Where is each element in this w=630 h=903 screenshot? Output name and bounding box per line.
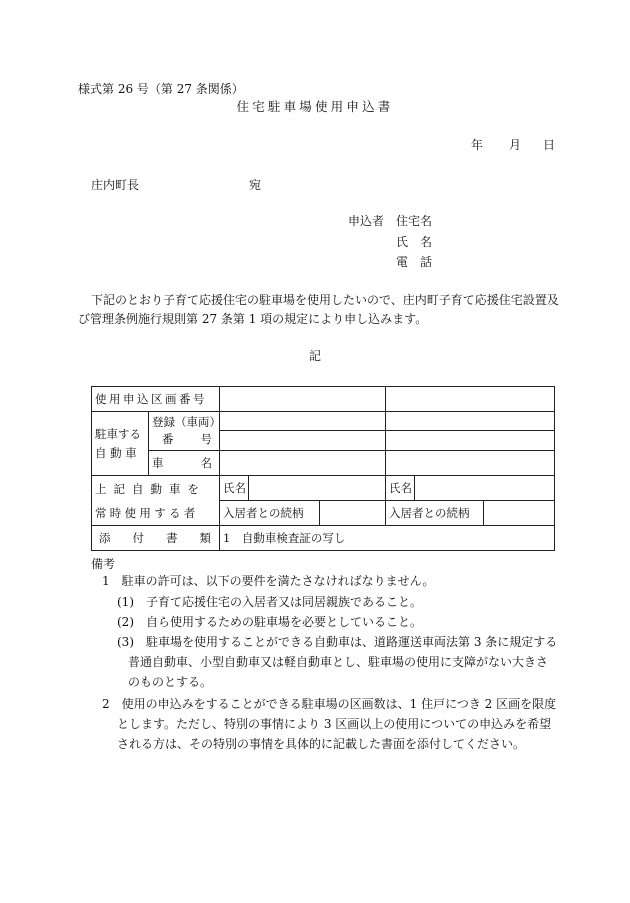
notes-heading: 備考 xyxy=(91,557,116,571)
attachments-value: 1 自動車検査証の写し xyxy=(220,526,555,551)
applicant-name-label-1: 氏 xyxy=(396,235,409,249)
user2-relation-label: 入居者との続柄 xyxy=(389,501,484,525)
table-row xyxy=(92,526,555,551)
table-row xyxy=(92,451,555,476)
car-label: 駐車する 自 動 車 xyxy=(92,412,149,476)
user1-name-label: 氏名 xyxy=(220,476,249,501)
note-line-7: 2 使用の申込みをすることができる駐車場の区画数は、1 住戸につき 2 区画を限度 xyxy=(102,697,557,711)
ki-marker: 記 xyxy=(308,349,321,363)
body-text-line-2: び管理条例施行規則第 27 条第 1 項の規定により申し込みます。 xyxy=(78,312,428,326)
car-name-field-2[interactable] xyxy=(386,451,555,476)
addressee-honorific: 宛 xyxy=(249,178,262,192)
date-year-label: 年 xyxy=(471,138,484,152)
table-row xyxy=(92,476,555,501)
regular-user-label: 上記自動車を 常時使用する者 xyxy=(92,476,220,526)
section-number-field[interactable] xyxy=(220,387,386,412)
applicant-address-label: 住宅名 xyxy=(396,214,433,228)
note-line-2: (1) 子育て応援住宅の入居者又は同居親族であること。 xyxy=(117,595,423,609)
note-line-3: (2) 自ら使用するための駐車場を必要としていること。 xyxy=(117,615,423,629)
body-text-line-1: 下記のとおり子育て応援住宅の駐車場を使用したいので、庄内町子育て応援住宅設置及 xyxy=(91,293,559,307)
note-line-4: (3) 駐車場を使用することができる自動車は、道路運送車両法第 3 条に規定する xyxy=(117,635,558,649)
applicant-phone-label-2: 話 xyxy=(420,255,433,269)
registration-number-field-lower-2[interactable] xyxy=(386,430,555,450)
applicant-label: 申込者 xyxy=(348,214,385,228)
registration-number-label: 登録（車両） 番 号 xyxy=(149,412,220,451)
car-name-label: 車 名 xyxy=(149,451,220,476)
table-row xyxy=(92,387,555,412)
applicant-name-label-2: 名 xyxy=(420,235,433,249)
note-line-1: 1 駐車の許可は、以下の要件を満たさなければなりません。 xyxy=(102,574,435,588)
form-title: 住宅駐車場使用申込書 xyxy=(236,99,394,114)
registration-number-field-lower[interactable] xyxy=(220,430,386,450)
section-number-field-2[interactable] xyxy=(386,387,555,412)
application-table xyxy=(91,386,555,551)
applicant-phone-label-1: 電 xyxy=(396,255,409,269)
user1-relation-label: 入居者との続柄 xyxy=(220,501,320,526)
form-number: 様式第 26 号（第 27 条関係） xyxy=(78,82,244,96)
note-line-6: のものとする。 xyxy=(128,675,213,689)
date-month-label: 月 xyxy=(509,138,522,152)
note-line-9: される方は、その特別の事情を具体的に記載した書面を添付してください。 xyxy=(117,737,526,751)
addressee: 庄内町長 xyxy=(91,178,140,192)
note-line-8: とします。ただし、特別の事情により 3 区画以上の使用についての申込みを希望 xyxy=(117,717,552,731)
registration-number-field-2[interactable] xyxy=(386,412,555,431)
section-number-label: 使用申込区画番号 xyxy=(92,387,220,412)
user2-relation-row xyxy=(386,501,555,526)
user2-name-field[interactable] xyxy=(415,476,555,501)
user2-name-label: 氏名 xyxy=(386,476,415,501)
user1-name-field[interactable] xyxy=(249,476,386,501)
user2-relation-field[interactable] xyxy=(484,501,552,525)
date-day-label: 日 xyxy=(543,138,556,152)
attachments-label: 添付書類 xyxy=(92,526,220,551)
registration-number-field[interactable] xyxy=(220,412,386,431)
table-row xyxy=(92,412,555,431)
car-name-field[interactable] xyxy=(220,451,386,476)
user1-relation-field[interactable] xyxy=(320,501,386,526)
note-line-5: 普通自動車、小型自動車又は軽自動車とし、駐車場の使用に支障がない大きさ xyxy=(128,655,549,669)
